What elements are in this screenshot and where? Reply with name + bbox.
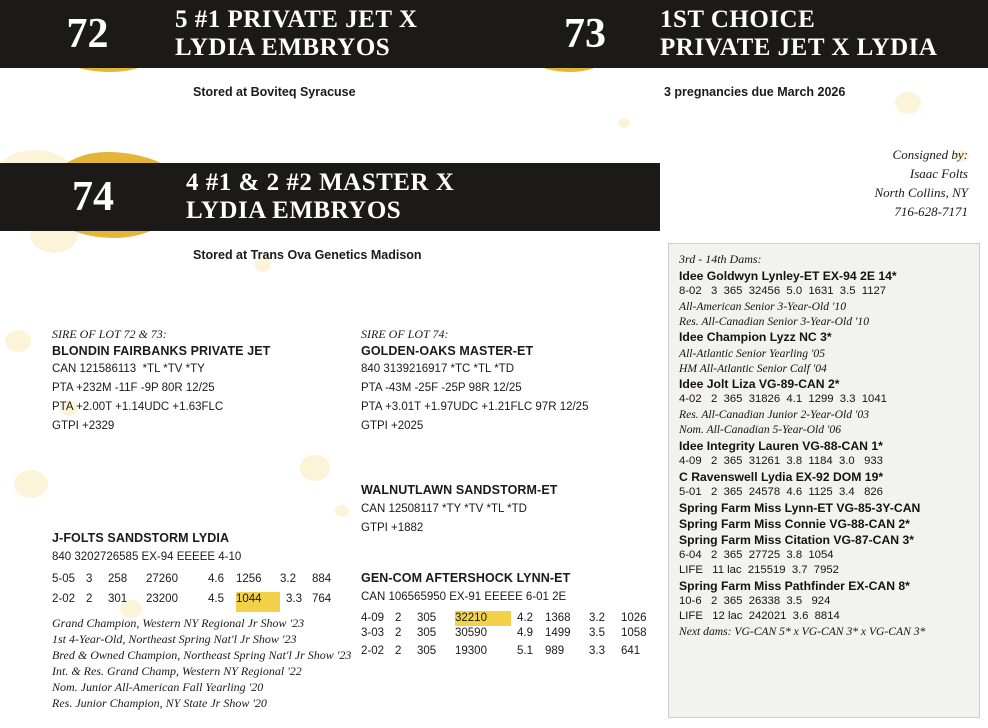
dam-entry — [679, 516, 969, 532]
record-age: 2-02 — [361, 645, 385, 658]
dam-entry — [679, 268, 969, 330]
record-protein: 1058 — [621, 627, 647, 640]
record-fat-pct: 5.1 — [517, 645, 533, 658]
record-milk: 19300 — [455, 645, 487, 658]
record-fat-pct: 4.2 — [517, 611, 533, 624]
record-milk: 30590 — [455, 627, 487, 640]
lot-74-title-line2: LYDIA EMBRYOS — [186, 197, 402, 224]
table-row — [361, 611, 661, 626]
record-milk: 23200 — [146, 592, 178, 605]
sire-left-line-4: GTPI +2329 — [52, 420, 115, 433]
dam-entry — [679, 469, 969, 500]
dam-entry-name: Idee Jolt Liza VG-89-CAN 2* — [679, 377, 840, 392]
record-milk: 27260 — [146, 572, 178, 585]
dam-entry-record: 6-04 2 365 27725 3.8 1054 — [679, 548, 834, 561]
sandstorm-line-2: GTPI +1882 — [361, 521, 424, 534]
sire-lot-72-73-block — [52, 327, 352, 435]
lot-72-subtitle: Stored at Boviteq Syracuse — [193, 85, 356, 99]
sandstorm-line-1: CAN 12508117 *TY *TV *TL *TD — [361, 502, 527, 515]
lot-73-banner — [510, 0, 988, 68]
record-fat: 1044 — [236, 592, 280, 612]
lot-74-title-line1: 4 #1 & 2 #2 MASTER X — [186, 169, 455, 196]
record-age: 3-03 — [361, 627, 385, 640]
sire-right-label: SIRE OF LOT 74: — [361, 327, 449, 341]
lot-74-subtitle: Stored at Trans Ova Genetics Madison — [193, 248, 422, 262]
table-row — [361, 626, 661, 644]
dam-entry — [679, 376, 969, 438]
lot-72-banner — [0, 0, 510, 68]
lot-72-title-line2: LYDIA EMBRYOS — [175, 34, 391, 61]
lot-72-title-line1: 5 #1 PRIVATE JET X — [175, 6, 418, 33]
dam-entry-name: Spring Farm Miss Connie VG-88-CAN 2* — [679, 516, 910, 531]
sire-left-line-3: PTA +2.00T +1.14UDC +1.63FLC — [52, 401, 224, 414]
dam-entry-name: C Ravenswell Lydia EX-92 DOM 19* — [679, 469, 884, 484]
record-protein-pct: 3.3 — [589, 645, 605, 658]
record-days: 258 — [108, 572, 128, 585]
record-lactation: 3 — [86, 572, 93, 585]
dam-award-4: Int. & Res. Grand Champ, Western NY Regional '22 — [52, 663, 302, 678]
record-protein: 641 — [621, 645, 641, 658]
dam-entry-name: Spring Farm Miss Citation VG-87-CAN 3* — [679, 532, 914, 547]
dam-entry — [679, 438, 969, 469]
record-fat: 989 — [545, 645, 565, 658]
sandstorm-name: WALNUTLAWN SANDSTORM-ET — [361, 483, 558, 497]
dam-award-1: Grand Champion, Western NY Regional Jr Show '23 — [52, 615, 305, 630]
sire-right-line-4: GTPI +2025 — [361, 420, 424, 433]
dam-award-5: Nom. Junior All-American Fall Yearling '20 — [52, 679, 264, 694]
consignor-name: Isaac Folts — [909, 165, 968, 181]
record-fat: 1256 — [236, 572, 262, 585]
record-fat-pct: 4.6 — [208, 572, 224, 585]
sire-left-name: BLONDIN FAIRBANKS PRIVATE JET — [52, 343, 271, 358]
dam-entry — [679, 500, 969, 516]
dam-entry-lifetime: LIFE 12 lac 242021 3.6 8814 — [679, 609, 840, 622]
lot-73-subtitle: 3 pregnancies due March 2026 — [664, 85, 846, 99]
dam-award-2: 1st 4-Year-Old, Northeast Spring Nat'l Jr Show '23 — [52, 631, 297, 646]
dam-entry-record: 4-09 2 365 31261 3.8 1184 3.0 933 — [679, 454, 883, 467]
record-lactation: 2 — [395, 645, 402, 658]
dam-entry-name: Idee Integrity Lauren VG-88-CAN 1* — [679, 438, 883, 453]
sire-left-line-2: PTA +232M -11F -9P 80R 12/25 — [52, 381, 215, 394]
dams-panel-header: 3rd - 14th Dams: — [679, 252, 762, 266]
lot-73-number: 73 — [564, 11, 606, 57]
record-protein-pct: 3.2 — [589, 611, 605, 624]
dam-entry — [679, 578, 969, 624]
sire-lot-74-block — [361, 327, 661, 435]
dam-award-6: Res. Junior Champion, NY State Jr Show '20 — [52, 695, 267, 710]
consignor-phone: 716-628-7171 — [894, 203, 968, 219]
dam-entry-note: Res. All-Canadian Senior 3-Year-Old '10 — [679, 315, 869, 329]
dam-entry-record: 5-01 2 365 24578 4.6 1125 3.4 826 — [679, 485, 883, 498]
dam-entry-note: HM All-Atlantic Senior Calf '04 — [679, 361, 827, 375]
record-protein-pct: 3.2 — [280, 572, 296, 585]
dam-entry-lifetime: LIFE 11 lac 215519 3.7 7952 — [679, 563, 839, 576]
record-age: 2-02 — [52, 592, 76, 605]
sire-right-line-1: 840 3139216917 *TC *TL *TD — [361, 362, 515, 375]
aftershock-lynn-block — [361, 570, 681, 662]
record-fat: 1368 — [545, 611, 571, 624]
lot-73-title-line2: PRIVATE JET X LYDIA — [660, 34, 938, 61]
dams-panel-footer: Next dams: VG-CAN 5* x VG-CAN 3* x VG-CAN 3* — [679, 624, 926, 638]
record-protein-pct: 3.3 — [286, 592, 302, 605]
table-row — [52, 572, 352, 592]
record-fat-pct: 4.5 — [208, 592, 224, 605]
record-age: 5-05 — [52, 572, 76, 585]
lot-74-banner — [0, 163, 660, 231]
dam-entry-record: 10-6 2 365 26338 3.5 924 — [679, 594, 831, 607]
lot-74-number: 74 — [72, 174, 114, 220]
sire-right-line-3: PTA +3.01T +1.97UDC +1.21FLC 97R 12/25 — [361, 401, 589, 414]
sire-left-line-1: CAN 121586113 *TL *TV *TY — [52, 362, 205, 375]
aftershock-id: CAN 106565950 EX-91 EEEEE 6-01 2E — [361, 590, 567, 603]
dam-entry-name: Idee Champion Lyzz NC 3* — [679, 330, 832, 345]
dam-entry-record: 8-02 3 365 32456 5.0 1631 3.5 1127 — [679, 284, 887, 297]
dam-entry — [679, 329, 969, 376]
dam-entry-note: All-American Senior 3-Year-Old '10 — [679, 299, 847, 313]
consignor-block — [874, 146, 968, 221]
sire-right-name: GOLDEN-OAKS MASTER-ET — [361, 343, 534, 358]
sire-right-line-2: PTA -43M -25F -25P 98R 12/25 — [361, 381, 522, 394]
record-milk: 32210 — [455, 611, 511, 626]
record-protein: 884 — [312, 572, 332, 585]
aftershock-name: GEN-COM AFTERSHOCK LYNN-ET — [361, 571, 571, 585]
table-row — [361, 644, 661, 662]
dam-award-3: Bred & Owned Champion, Northeast Spring Nat'l Jr Show '23 — [52, 647, 352, 662]
consignor-city: North Collins, NY — [874, 184, 968, 200]
sandstorm-sire-block — [361, 482, 661, 536]
dam-lydia-block — [52, 530, 372, 712]
ancestor-dams-panel — [668, 243, 980, 718]
lot-73-title-line1: 1ST CHOICE — [660, 6, 816, 33]
dam-id: 840 3202726585 EX-94 EEEEE 4-10 — [52, 550, 242, 563]
dam-entry-name: Spring Farm Miss Lynn-ET VG-85-3Y-CAN — [679, 500, 921, 515]
record-fat-pct: 4.9 — [517, 627, 533, 640]
record-lactation: 2 — [395, 627, 402, 640]
dam-entry-name: Spring Farm Miss Pathfinder EX-CAN 8* — [679, 578, 910, 593]
sire-left-label: SIRE OF LOT 72 & 73: — [52, 327, 167, 341]
consigned-label: Consigned by: — [892, 147, 968, 162]
dam-entry-name: Idee Goldwyn Lynley-ET EX-94 2E 14* — [679, 268, 897, 283]
record-days: 301 — [108, 592, 128, 605]
aftershock-records-table — [361, 611, 661, 662]
record-days: 305 — [417, 627, 437, 640]
record-days: 305 — [417, 611, 437, 624]
record-fat: 1499 — [545, 627, 571, 640]
dam-entry-note: Nom. All-Canadian 5-Year-Old '06 — [679, 423, 841, 437]
record-protein: 764 — [312, 592, 332, 605]
record-lactation: 2 — [395, 611, 402, 624]
record-age: 4-09 — [361, 611, 385, 624]
record-protein: 1026 — [621, 611, 647, 624]
dam-entry — [679, 532, 969, 578]
dam-entry-note: All-Atlantic Senior Yearling '05 — [679, 346, 826, 360]
lot-72-number: 72 — [66, 11, 109, 57]
record-protein-pct: 3.5 — [589, 627, 605, 640]
dam-records-table — [52, 572, 352, 612]
dam-name: J-FOLTS SANDSTORM LYDIA — [52, 531, 230, 545]
dam-entry-note: Res. All-Canadian Junior 2-Year-Old '03 — [679, 408, 869, 422]
table-row — [52, 592, 352, 612]
record-lactation: 2 — [86, 592, 93, 605]
dam-entry-record: 4-02 2 365 31826 4.1 1299 3.3 1041 — [679, 393, 887, 406]
record-days: 305 — [417, 645, 437, 658]
